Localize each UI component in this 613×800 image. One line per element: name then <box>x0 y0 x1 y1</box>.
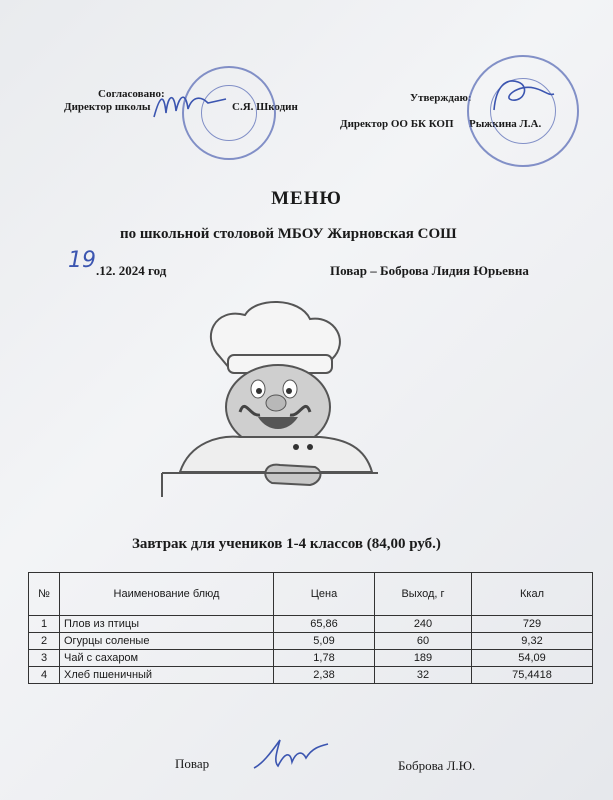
row-kcal: 729 <box>472 616 593 633</box>
footer-cook-name: Боброва Л.Ю. <box>398 758 476 773</box>
page-title: МЕНЮ <box>271 188 342 209</box>
row-output: 240 <box>375 616 472 633</box>
row-dish-name: Огурцы соленые <box>60 633 274 650</box>
ou-director-name: Рыжкина Л.А. <box>469 118 542 130</box>
row-dish-name: Плов из птицы <box>60 616 274 633</box>
table-row <box>29 650 593 667</box>
date-suffix: .12. 2024 год <box>96 263 167 278</box>
row-number: 2 <box>29 633 60 650</box>
ou-director-signature-icon <box>488 72 558 117</box>
row-kcal: 75,4418 <box>472 667 593 684</box>
ou-director-label: Директор ОО БК КОП <box>340 118 454 130</box>
row-output: 32 <box>375 667 472 684</box>
row-number: 3 <box>29 650 60 667</box>
row-dish-name: Хлеб пшеничный <box>60 667 274 684</box>
row-number: 1 <box>29 616 60 633</box>
table-row <box>29 633 593 650</box>
cook-line: Повар – Боброва Лидия Юрьевна <box>330 263 529 278</box>
row-kcal: 9,32 <box>472 633 593 650</box>
row-price: 1,78 <box>274 650 375 667</box>
row-price: 5,09 <box>274 633 375 650</box>
col-price-header: Цена <box>274 573 375 616</box>
row-dish-name: Чай с сахаром <box>60 650 274 667</box>
row-price: 2,38 <box>274 667 375 684</box>
director-name: С.Я. Шкодин <box>232 101 298 113</box>
chef-illustration-icon <box>160 297 380 497</box>
col-kcal-header: Ккал <box>472 573 593 616</box>
row-output: 189 <box>375 650 472 667</box>
row-output: 60 <box>375 633 472 650</box>
agreed-label: Согласовано: <box>98 88 165 100</box>
director-label: Директор школы <box>64 101 151 113</box>
row-price: 65,86 <box>274 616 375 633</box>
approved-label: Утверждаю: <box>410 92 472 104</box>
date-handwritten: 19 <box>68 248 96 273</box>
col-number-header: № <box>29 573 60 616</box>
table-row <box>29 667 593 684</box>
table-header-row <box>29 573 593 616</box>
footer-cook-label: Повар <box>175 756 210 771</box>
subtitle: по школьной столовой МБОУ Жирновская СОШ <box>120 226 457 242</box>
row-number: 4 <box>29 667 60 684</box>
row-kcal: 54,09 <box>472 650 593 667</box>
table-row <box>29 616 593 633</box>
col-output-header: Выход, г <box>375 573 472 616</box>
menu-table <box>28 572 593 684</box>
cook-signature-icon <box>250 734 330 774</box>
director-signature-icon <box>150 85 230 125</box>
col-name-header: Наименование блюд <box>60 573 274 616</box>
meal-title: Завтрак для учеников 1-4 классов (84,00 руб.) <box>132 536 441 552</box>
